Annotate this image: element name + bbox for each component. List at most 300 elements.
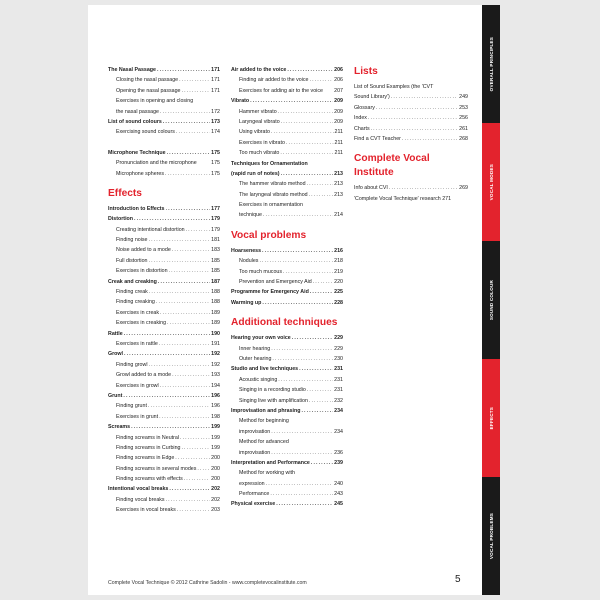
toc-entry-page: 243 (334, 491, 343, 498)
toc-entry[interactable] (108, 158, 220, 168)
tab-vocal-problems[interactable]: VOCAL PROBLEMS (488, 512, 494, 560)
toc-entry-title: List of sound colours (108, 118, 162, 125)
toc-entry-title: (rapid run of notes) (231, 170, 280, 177)
toc-entry[interactable] (108, 339, 220, 349)
toc-entry[interactable] (108, 235, 220, 245)
toc-entry-title: Interpretation and Performance (231, 459, 310, 466)
toc-entry[interactable] (231, 65, 343, 75)
toc-entry[interactable] (231, 179, 343, 189)
dot-leader (276, 499, 333, 509)
dot-leader (157, 65, 210, 75)
dot-leader (184, 474, 210, 484)
toc-entry[interactable] (108, 86, 220, 96)
toc-entry-page: 196 (211, 403, 220, 410)
toc-entry[interactable] (231, 159, 343, 169)
toc-entry[interactable] (231, 96, 343, 106)
toc-entry-title: Studio and live techniques (231, 366, 299, 373)
toc-entry[interactable] (231, 200, 343, 210)
toc-entry-title: Vibrato (231, 98, 250, 105)
toc-entry[interactable] (231, 246, 343, 256)
toc-entry[interactable] (108, 349, 220, 359)
dot-leader (278, 107, 333, 117)
toc-entry-title: the nasal passage (116, 108, 159, 115)
toc-entry[interactable] (108, 443, 220, 453)
toc-entry-title: Full distortion (116, 257, 148, 264)
toc-entry-page: 177 (211, 205, 220, 212)
toc-entry-page: 209 (334, 98, 343, 105)
toc-entry[interactable] (231, 489, 343, 499)
toc-entry-page: 179 (211, 226, 220, 233)
toc-entry-title: Finding air added to the voice (239, 77, 309, 84)
toc-entry[interactable] (231, 344, 343, 354)
toc-entry-title: Grunt (108, 392, 123, 399)
toc-entry[interactable] (231, 416, 343, 426)
page-number: 5 (455, 574, 461, 585)
dot-leader (371, 124, 459, 134)
toc-group (354, 183, 468, 204)
dot-leader (172, 370, 210, 380)
toc-entry[interactable] (108, 256, 220, 266)
toc-entry-title: Introduction to Effects (108, 205, 165, 212)
toc-entry[interactable] (108, 107, 220, 117)
toc-entry-title: Singing live with amplification (239, 397, 308, 404)
dot-leader (272, 354, 333, 364)
dot-leader (309, 190, 334, 200)
toc-entry-page: 199 (211, 444, 220, 451)
toc-entry[interactable] (108, 464, 220, 474)
section-title-vocal-problems: Vocal problems (231, 229, 307, 241)
toc-entry-title: Finding grunt (116, 403, 147, 410)
toc-entry-title: Physical exercise (231, 501, 276, 508)
dot-leader (163, 117, 210, 127)
toc-entry-title: Hoarseness (231, 247, 262, 254)
toc-entry-title: Techniques for Ornamentation (231, 160, 308, 167)
toc-entry-page: 207 (334, 87, 343, 94)
toc-entry[interactable] (108, 96, 220, 106)
dot-leader (280, 148, 333, 158)
dot-leader (310, 75, 334, 85)
toc-entry-title: Programme for Emergency Aid (231, 289, 309, 296)
dot-leader (169, 266, 211, 276)
dot-leader (181, 443, 210, 453)
toc-entry-title: Method for working with (239, 470, 295, 477)
toc-entry-title: Inner hearing (239, 345, 271, 352)
tab-vocal-modes[interactable]: VOCAL MODES (482, 123, 500, 241)
toc-entry[interactable] (231, 364, 343, 374)
toc-entry[interactable] (231, 107, 343, 117)
toc-entry[interactable] (231, 256, 343, 266)
toc-entry[interactable] (108, 474, 220, 484)
toc-entry-page: 213 (334, 181, 343, 188)
toc-entry[interactable] (108, 214, 220, 224)
toc-entry-title: Finding screams with effects (116, 476, 183, 483)
toc-entry-page: 245 (334, 501, 343, 508)
toc-entry-title: Microphone Technique (108, 149, 166, 156)
dot-leader (149, 360, 211, 370)
toc-entry-page: 188 (211, 299, 220, 306)
dot-leader (262, 298, 333, 308)
dot-leader (271, 344, 333, 354)
toc-group (108, 204, 220, 516)
toc-entry[interactable] (108, 75, 220, 85)
toc-entry[interactable] (231, 354, 343, 364)
toc-entry-page: 171 (211, 77, 220, 84)
toc-entry-title: Improvisation and phrasing (231, 407, 301, 414)
dot-leader (148, 401, 210, 411)
toc-entry-page: 199 (211, 424, 220, 431)
toc-entry-page: 229 (334, 335, 343, 342)
toc-entry[interactable] (354, 134, 468, 144)
toc-group (231, 246, 343, 308)
toc-entry[interactable] (108, 433, 220, 443)
toc-entry[interactable] (108, 370, 220, 380)
toc-entry[interactable] (231, 127, 343, 137)
toc-entry-page: 185 (211, 268, 220, 275)
toc-entry-page: 196 (211, 392, 220, 399)
toc-entry-page: 192 (211, 351, 220, 358)
toc-entry-title: Finding creak (116, 289, 148, 296)
dot-leader (159, 412, 210, 422)
toc-entry-title: 'Complete Vocal Technique' research 271 (354, 195, 452, 202)
toc-entry-title: Pronunciation and the microphone (116, 160, 197, 167)
toc-entry-page: 239 (334, 459, 343, 466)
toc-entry-page: 214 (334, 212, 343, 219)
toc-entry-page: 175 (211, 149, 220, 156)
toc-entry[interactable] (108, 318, 220, 328)
toc-entry-title: Exercises in ornamentation (239, 202, 303, 209)
toc-entry-page: 269 (459, 185, 468, 192)
toc-entry[interactable] (108, 391, 220, 401)
dot-leader (149, 235, 211, 245)
dot-leader (167, 148, 211, 158)
toc-entry-page: 192 (211, 361, 220, 368)
toc-entry-title: Finding creaking (116, 299, 155, 306)
toc-entry-title: Distortion (108, 216, 134, 223)
toc-entry[interactable] (354, 113, 468, 123)
dot-leader (281, 117, 334, 127)
toc-entry-title: Finding noise (116, 237, 148, 244)
toc-entry[interactable] (231, 190, 343, 200)
toc-entry-page: 211 (334, 150, 343, 157)
dot-leader (283, 267, 333, 277)
dot-leader (176, 127, 210, 137)
dot-leader (286, 138, 334, 148)
toc-entry[interactable] (231, 117, 343, 127)
toc-entry[interactable] (231, 75, 343, 85)
dot-leader (263, 210, 333, 220)
dot-leader (271, 448, 333, 458)
toc-entry[interactable] (108, 225, 220, 235)
toc-entry-page: 189 (211, 320, 220, 327)
toc-entry-page: 198 (211, 413, 220, 420)
toc-entry[interactable] (108, 297, 220, 307)
toc-entry-title: Performance (239, 491, 270, 498)
toc-group (108, 65, 220, 138)
toc-entry-title: Exercises for adding air to the voice (239, 87, 323, 94)
toc-entry[interactable] (354, 82, 468, 92)
toc-entry-page: 213 (334, 191, 343, 198)
toc-entry[interactable] (108, 169, 220, 179)
toc-entry[interactable] (354, 194, 468, 204)
toc-entry-page: 232 (334, 397, 343, 404)
toc-entry-page: 187 (211, 278, 220, 285)
dot-leader (311, 458, 333, 468)
dot-leader (262, 246, 333, 256)
dot-leader (299, 364, 333, 374)
chapter-tabs (482, 5, 500, 595)
toc-entry[interactable] (231, 86, 343, 96)
toc-entry-page: 179 (211, 216, 220, 223)
toc-entry-title: Exercises in vocal breaks (116, 507, 176, 514)
toc-entry-title: Screams (108, 424, 131, 431)
toc-entry-title: Finding screams in Curbing (116, 444, 181, 451)
toc-entry[interactable] (108, 266, 220, 276)
toc-entry-title: Air added to the voice (231, 67, 287, 73)
dot-leader (131, 422, 210, 432)
dot-leader (310, 287, 333, 297)
toc-entry[interactable] (108, 381, 220, 391)
toc-entry[interactable] (231, 333, 343, 343)
dot-leader (124, 349, 210, 359)
dot-leader (307, 385, 333, 395)
toc-entry[interactable] (231, 499, 343, 509)
toc-entry-page: 175 (211, 160, 220, 167)
toc-entry[interactable] (108, 422, 220, 432)
toc-entry-title: Nodules (239, 258, 259, 265)
toc-entry-title: Outer hearing (239, 355, 272, 362)
toc-entry-page: 213 (334, 170, 343, 177)
toc-entry-title: Finding screams in several modes (116, 465, 197, 472)
toc-entry[interactable] (108, 484, 220, 494)
dot-leader (179, 75, 210, 85)
toc-entry[interactable] (108, 360, 220, 370)
toc-entry[interactable] (108, 495, 220, 505)
toc-entry[interactable] (108, 65, 220, 75)
toc-entry-title: Method for beginning (239, 418, 289, 425)
toc-entry-title: Exercises in creaking (116, 320, 167, 327)
toc-entry[interactable] (231, 385, 343, 395)
dot-leader (287, 65, 333, 75)
toc-entry[interactable] (231, 375, 343, 385)
toc-entry-title: The hammer vibrato method (239, 181, 306, 188)
toc-entry-page: 231 (334, 387, 343, 394)
toc-entry-page: 209 (334, 118, 343, 125)
dot-leader (278, 375, 333, 385)
toc-entry[interactable] (108, 204, 220, 214)
toc-entry-page: 231 (334, 376, 343, 383)
toc-entry[interactable] (108, 117, 220, 127)
toc-entry[interactable] (108, 308, 220, 318)
toc-entry-title: Exercises in creak (116, 309, 159, 316)
toc-entry-page: 175 (211, 170, 220, 177)
toc-entry[interactable] (231, 298, 343, 308)
toc-entry-page: 230 (334, 355, 343, 362)
toc-entry-title: Warming up (231, 299, 262, 306)
toc-entry[interactable] (231, 427, 343, 437)
toc-entry-title: Finding vocal breaks (116, 496, 165, 503)
toc-entry-title: Glossary (354, 104, 375, 111)
toc-entry-title: Exercises in rattle (116, 340, 158, 347)
toc-group (231, 333, 343, 510)
toc-entry-page: 209 (334, 108, 343, 115)
toc-entry[interactable] (231, 148, 343, 158)
tab-overall-principles[interactable]: OVERALL PRINCIPLES (488, 36, 494, 92)
dot-leader (172, 245, 210, 255)
toc-entry-page: 194 (211, 382, 220, 389)
toc-entry-page: 231 (334, 366, 343, 373)
toc-entry-page: 200 (211, 476, 220, 483)
toc-entry-page: 234 (334, 407, 343, 414)
toc-entry[interactable] (108, 245, 220, 255)
toc-entry[interactable] (108, 453, 220, 463)
toc-entry-title: Opening the nasal passage (116, 87, 181, 94)
dot-leader (167, 318, 210, 328)
toc-entry-title: Noise added to a mode (116, 247, 171, 254)
toc-entry-title: Find a CVT Teacher (354, 135, 401, 142)
toc-entry[interactable] (108, 401, 220, 411)
toc-entry-page: 225 (334, 289, 343, 296)
toc-entry[interactable] (354, 103, 468, 113)
toc-entry[interactable] (231, 406, 343, 416)
toc-entry[interactable] (231, 169, 343, 179)
toc-entry-page: 236 (334, 449, 343, 456)
toc-entry-title: Creak and creaking (108, 278, 157, 285)
toc-entry-title: expression (239, 480, 265, 487)
toc-entry[interactable] (108, 148, 220, 158)
toc-entry-title: Rattle (108, 330, 123, 337)
toc-group (108, 148, 220, 179)
toc-entry-title: improvisation (239, 428, 271, 435)
toc-entry[interactable] (354, 92, 468, 102)
dot-leader (160, 107, 210, 117)
toc-entry-title: Growl (108, 351, 124, 358)
toc-entry[interactable] (108, 329, 220, 339)
footer-copyright: Complete Vocal Technique © 2012 Cathrine Sadolin - www.completevocalinstitute.com (108, 580, 307, 586)
dot-leader (391, 92, 458, 102)
toc-entry[interactable] (108, 505, 220, 515)
toc-entry-page: 183 (211, 247, 220, 254)
dot-leader (182, 86, 211, 96)
toc-entry-title: Singing in a recording studio (239, 387, 306, 394)
dot-leader (165, 169, 210, 179)
toc-entry[interactable] (231, 458, 343, 468)
toc-entry-page: 174 (211, 129, 220, 136)
toc-entry-page: 220 (334, 279, 343, 286)
toc-entry[interactable] (108, 127, 220, 137)
toc-entry-page: 189 (211, 309, 220, 316)
toc-entry-title: Info about CVI (354, 185, 388, 192)
toc-entry[interactable] (108, 287, 220, 297)
dot-leader (160, 308, 210, 318)
toc-entry[interactable] (231, 287, 343, 297)
dot-leader (160, 381, 210, 391)
dot-leader (281, 169, 334, 179)
toc-entry-page: 211 (334, 129, 343, 136)
toc-entry-page: 200 (211, 465, 220, 472)
tab-sound-colour[interactable]: SOUND COLOUR (488, 279, 494, 321)
tab-effects[interactable]: EFFECTS (482, 359, 500, 477)
toc-entry-title: Prevention and Emergency Aid (239, 279, 312, 286)
toc-entry-title: Exercises in distortion (116, 268, 168, 275)
toc-entry-page: 202 (211, 496, 220, 503)
toc-entry[interactable] (108, 412, 220, 422)
toc-entry-title: Growl added to a mode (116, 372, 172, 379)
toc-entry-title: Creating intentional distortion (116, 226, 185, 233)
toc-entry-title: Finding screams in Neutral (116, 434, 179, 441)
dot-leader (197, 464, 210, 474)
section-title-complete-vocal-institute: Complete Vocal Institute (354, 153, 430, 179)
toc-entry[interactable] (231, 437, 343, 447)
toc-entry-page: 234 (334, 428, 343, 435)
toc-entry-page: 228 (334, 299, 343, 306)
toc-entry[interactable] (231, 267, 343, 277)
dot-leader (156, 297, 210, 307)
dot-leader (123, 391, 210, 401)
toc-entry-page: 218 (334, 258, 343, 265)
toc-entry-title: Acoustic singing (239, 376, 278, 383)
toc-entry[interactable] (231, 210, 343, 220)
toc-entry-title: technique (239, 212, 262, 219)
toc-entry-page: 188 (211, 289, 220, 296)
dot-leader (175, 453, 210, 463)
toc-group (354, 82, 468, 144)
toc-entry-title: Hearing your own voice (231, 335, 291, 342)
toc-entry-title: The laryngeal vibrato method (239, 191, 308, 198)
toc-entry-title: Method for advanced (239, 439, 289, 446)
toc-entry-title: improvisation (239, 449, 271, 456)
toc-entry[interactable] (231, 396, 343, 406)
dot-leader (270, 489, 333, 499)
toc-entry-page: 216 (334, 247, 343, 254)
dot-leader (159, 339, 210, 349)
toc-entry-page: 200 (211, 455, 220, 462)
toc-entry[interactable] (231, 468, 343, 478)
toc-entry-title: Exercises in vibrato (239, 139, 285, 146)
toc-entry-page: 229 (334, 345, 343, 352)
toc-entry-title: Intentional vocal breaks (108, 486, 169, 493)
dot-leader (389, 183, 458, 193)
toc-entry[interactable] (231, 277, 343, 287)
dot-leader (309, 396, 333, 406)
toc-entry-page: 191 (211, 340, 220, 347)
toc-entry-title: The Nasal Passage (108, 67, 156, 73)
toc-entry[interactable] (231, 479, 343, 489)
toc-entry-page: 240 (334, 480, 343, 487)
dot-leader (307, 179, 334, 189)
dot-leader (271, 127, 334, 137)
toc-entry[interactable] (354, 124, 468, 134)
toc-entry-page: 261 (459, 125, 468, 132)
toc-entry[interactable] (231, 138, 343, 148)
toc-entry-page: 202 (211, 486, 220, 493)
toc-entry-page: 268 (459, 135, 468, 142)
dot-leader (158, 277, 210, 287)
toc-entry-title: Hammer vibrato (239, 108, 277, 115)
toc-entry[interactable] (108, 277, 220, 287)
dot-leader (376, 103, 458, 113)
section-title-lists: Lists (354, 66, 378, 77)
dot-leader (271, 427, 333, 437)
dot-leader (266, 479, 334, 489)
toc-entry-title: Too much mucous (239, 268, 282, 275)
toc-entry[interactable] (231, 448, 343, 458)
toc-entry-title: Exercises in opening and closing (116, 98, 194, 105)
toc-entry-title: Exercises in grunt (116, 413, 159, 420)
dot-leader (169, 484, 210, 494)
toc-entry-page: 253 (459, 104, 468, 111)
toc-entry-page: 185 (211, 257, 220, 264)
toc-entry[interactable] (354, 183, 468, 193)
